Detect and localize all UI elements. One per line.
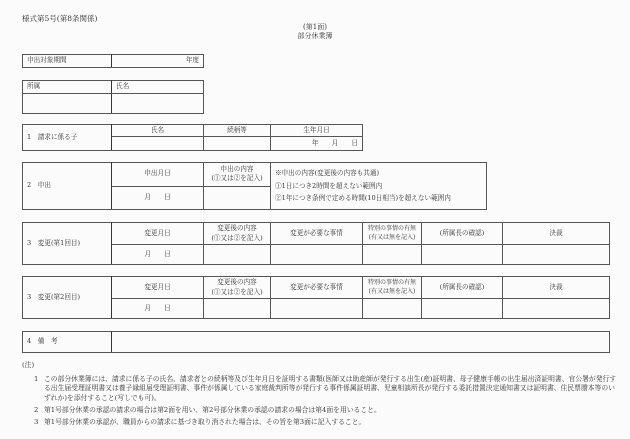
change-2-confirm-header: (所属長の確認) [422,277,503,299]
form-number: 様式第5号(第8条関係) [22,14,98,23]
change-2-special-header [363,277,422,299]
child-section-label: 1 請求に係る子 [23,125,112,151]
request-note-title: ※申出の内容(変更後の内容も共通) [275,169,380,178]
change-1-content-header-sub: (①又は②を記入) [211,233,263,242]
note-item [34,418,622,427]
dept-field[interactable] [23,94,112,114]
change-2-special-header-sub: (有又は無を記入) [368,287,416,295]
page-indicator: (第1面) [303,23,327,31]
change-1-section-label: 3 変更(第1回目) [23,223,112,265]
note-text: 第1号部分休業の承認の請求の場合は第2面を用い、第2号部分休業の承認の請求の場合は第4面を用いること。 [44,405,381,414]
document-title: 部分休業簿 [297,32,333,40]
request-note-cell [271,163,487,210]
change-1-approval-header: 決裁 [503,223,610,245]
request-content-header-main: 申出の内容 [220,164,254,173]
change-1-reason-field[interactable] [271,245,363,265]
remarks-field[interactable] [112,332,610,353]
change-2-date-field[interactable]: 月 日 [112,299,204,319]
change-2-table [22,276,610,319]
name-label: 氏名 [112,81,204,94]
change-1-special-header [363,223,422,245]
change-2-content-field[interactable] [204,299,271,319]
note-text: この部分休業簿には、請求に係る子の氏名、請求者との続柄等及び生年月日を証明する書類(医師又は助産師が発行する出生(産)証明書、母子健康手帳の出生届出済証明書、官公署が発行する出生届受理証明書又は養子縁組届受理証明書、事件が係属している家庭裁判所等が発行する事件係属証明書、児童相談所長が発行する委託措置決定通知書又は証明書、住民票謄本等のいずれか)を添付すること(写しでも可)。 [44,375,617,402]
note-number: 3 [34,417,39,426]
change-2-date-header: 変更月日 [112,277,204,299]
notes-heading: (注) [22,361,35,369]
change-1-content-field[interactable] [204,245,271,265]
child-relation-header: 続柄等 [204,125,271,137]
change-2-content-header-sub: (①又は②を記入) [211,287,263,296]
change-1-table [22,222,610,265]
request-section-label: 2 申出 [23,163,112,210]
child-name-field[interactable] [112,137,204,151]
change-2-content-header [204,277,271,299]
change-2-confirm-field[interactable] [422,299,503,319]
request-date-field[interactable]: 月 日 [112,186,204,210]
change-1-date-field[interactable]: 月 日 [112,245,204,265]
note-item [34,406,622,415]
notes-section [22,361,622,427]
affiliation-table [22,80,204,114]
child-name-header: 氏名 [112,125,204,137]
period-label: 申出対象期間 [23,55,112,68]
child-relation-field[interactable] [204,137,271,151]
change-2-section-label: 3 変更(第2回目) [23,277,112,319]
remarks-table [22,331,610,353]
dept-label: 所属 [23,81,112,94]
change-1-content-header-main: 変更後の内容 [217,224,257,232]
request-option-2: ②1年につき条例で定める時間(10日相当)を超えない範囲内 [275,194,451,203]
change-2-content-header-main: 変更後の内容 [217,278,257,286]
child-dob-field[interactable]: 年 月 日 [271,137,363,151]
request-content-field[interactable] [204,186,271,210]
change-2-approval-header: 決裁 [503,277,610,299]
note-number: 1 [34,375,39,384]
note-item [34,375,622,403]
name-field[interactable] [112,94,204,114]
change-2-special-field[interactable] [363,299,422,319]
change-1-special-header-main: 特別の事情の有無 [367,224,416,232]
change-1-special-field[interactable] [363,245,422,265]
period-table [22,54,204,68]
request-date-header: 申出月日 [112,163,204,187]
change-2-approval-field[interactable] [503,299,610,319]
change-1-confirm-header: (所属長の確認) [422,223,503,245]
change-1-reason-header: 変更が必要な事情 [271,223,363,245]
request-content-header-sub: (①又は②を記入) [211,174,263,183]
change-1-confirm-field[interactable] [422,245,503,265]
period-value-field[interactable]: 年度 [112,55,204,68]
note-text: 第1号部分休業の承認が、職員からの請求に基づき取り消された場合は、その旨を第3面に記入すること。 [44,417,366,426]
child-table [22,124,363,151]
note-number: 2 [34,405,39,414]
child-dob-header: 生年月日 [271,125,363,137]
change-2-reason-header: 変更が必要な事情 [271,277,363,299]
request-option-1: ①1日につき2時間を超えない範囲内 [275,181,383,190]
change-1-date-header: 変更月日 [112,223,204,245]
remarks-label: 4 備 考 [23,332,112,353]
change-2-special-header-main: 特別の事情の有無 [367,278,416,286]
change-1-approval-field[interactable] [503,245,610,265]
request-table [22,162,487,210]
change-1-content-header [204,223,271,245]
change-2-reason-field[interactable] [271,299,363,319]
request-content-header [204,163,271,187]
change-1-special-header-sub: (有又は無を記入) [368,233,416,241]
